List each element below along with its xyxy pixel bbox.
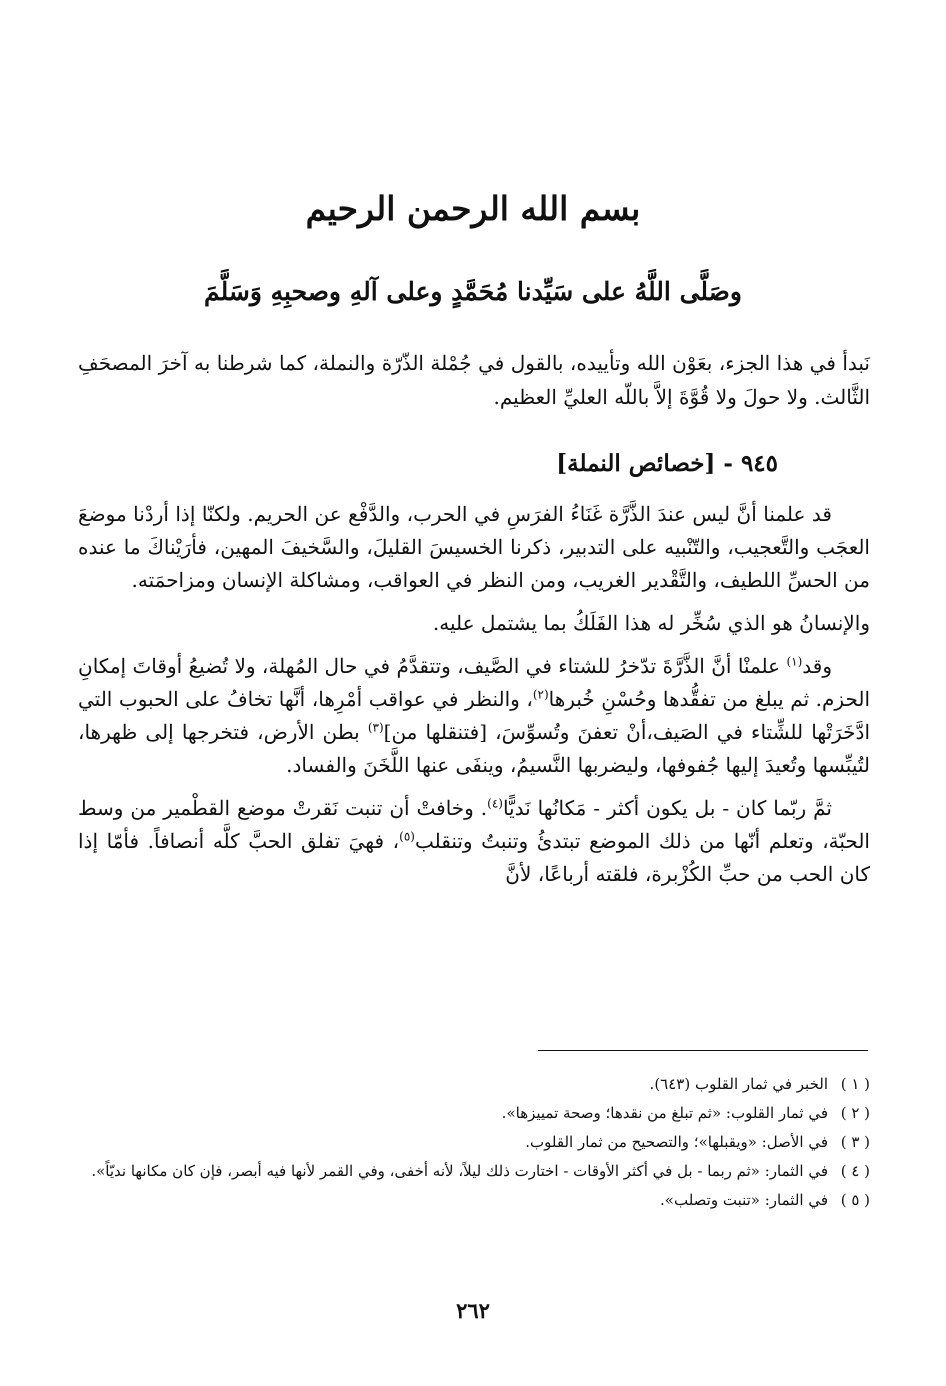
footnote-ref-1[interactable]: (١) bbox=[786, 654, 803, 669]
footnote-1 bbox=[78, 1070, 870, 1099]
paragraph-text: ، والنظر في عواقب أمْرِها، أنَّها تخافُ على الحبوب التي ادَّخَرَتْها للشِّتاء في الصَيف،أنْ تعفنَ وتُسوِّسَ، [فتنقلها من] bbox=[78, 687, 870, 744]
footnote-5 bbox=[78, 1186, 870, 1215]
footnote-ref-3[interactable]: (٣) bbox=[367, 720, 384, 735]
paragraph-text: بطن الأرض، فتخرجها إلى ظهرها، لتُيبِّسها وتُعيدَ إليها جُفوفها، وليضربها النَّسيمُ، وينفَى عنها اللَّخَنَ والفساد. bbox=[78, 720, 870, 777]
footnote-divider bbox=[538, 1050, 868, 1051]
footnote-text: في الثمار: «تنبت وتصلب». bbox=[660, 1191, 828, 1209]
paragraph-1 bbox=[78, 498, 870, 597]
footnote-4 bbox=[78, 1157, 870, 1186]
basmala-heading: بسم الله الرحمن الرحيم bbox=[305, 189, 641, 228]
footnote-number: ( ٥ ) bbox=[840, 1191, 870, 1209]
footnote-number: ( ٤ ) bbox=[840, 1162, 870, 1180]
paragraph-2 bbox=[78, 607, 870, 640]
footnote-number: ( ١ ) bbox=[840, 1075, 870, 1093]
footnote-2 bbox=[78, 1099, 870, 1128]
page-number: ٢٦٢ bbox=[456, 1298, 490, 1323]
footnote-text: الخبر في ثمار القلوب (٦٤٣). bbox=[649, 1075, 828, 1093]
section-separator: - bbox=[715, 450, 741, 477]
footnote-number: ( ٣ ) bbox=[840, 1133, 870, 1151]
footnote-ref-5[interactable]: (٥) bbox=[399, 829, 415, 844]
footnote-number: ( ٢ ) bbox=[840, 1104, 870, 1122]
footnote-text: في الأصل: «ويقبلها»؛ والتصحيح من ثمار القلوب. bbox=[525, 1133, 828, 1151]
paragraph-3 bbox=[78, 650, 870, 782]
section-heading bbox=[556, 446, 778, 482]
footnotes bbox=[78, 1070, 870, 1215]
paragraph-text: ، فهيَ تفلق الحبَّ كلَّه أنصافاً. فأمّا إذا كان الحب من حبِّ الكُزْبرة، فلقته أرباعًا، لأنَّ bbox=[78, 829, 870, 886]
salawat-heading: وصَلَّى اللَّهُ على سَيِّدنا مُحَمَّدٍ وعلى آلهِ وصحبِهِ وَسَلَّمَ bbox=[203, 277, 742, 306]
footnote-3 bbox=[78, 1128, 870, 1157]
footnote-text: في الثمار: «ثم ربما - بل في أكثر الأوقات - اختارت ذلك ليلاً، لأنه أخفى، وفي القمر لأنها فيه أبصر، فإن كان مكانها نديّاً». bbox=[91, 1162, 828, 1180]
paragraph-text: علمنْا أنَّ الذَّرَّةَ تدّخرُ للشتاء في الصَّيف، وتتقدَّمُ في حال المُهلة، ولا تُضيعُ أوقاتَ إمكانِ الحزم. ثم يبلغ من تفقُّدها وحُسْنِ خُبرها bbox=[78, 654, 871, 711]
paragraph-text: والإنسانُ هو الذي سُخِّر له هذا الفَلَكُ بما يشتمل عليه. bbox=[432, 611, 870, 635]
paragraph-4 bbox=[78, 792, 870, 891]
paragraph-text: وقد bbox=[802, 654, 832, 678]
paragraph-text: قد علمنا أنَّ ليس عندَ الذَّرَّة غَنَاءُ الفرَسِ في الحرب، والدَّفْع عن الحريم. ولكنّا إذا أردْنا موضعَ العجَب والتَّعجيب، والتّنْبيه على التدبير، ذكرنا الخسيسَ القليلَ، والسَّخيفَ المهين، فأرَيْناكَ ما عنده من الحسِّ اللطيف، والتَّقْدير الغريب، ومن النظر في العواقب، ومشاكلة الإنسان ومزاحمَته. bbox=[78, 502, 870, 592]
section-title: [خصائص النملة] bbox=[556, 450, 716, 477]
paragraph-text: . وخافتْ أن تنبت نَقرتْ موضع القطْمير من وسط الحبّة، وتعلم أنّها من ذلك الموضع تبتدئُ وتنبتُ وتنقلب bbox=[78, 796, 870, 853]
footnote-ref-2[interactable]: (٢) bbox=[532, 687, 549, 702]
intro-paragraph: نَبدأ في هذا الجزء، بعَوْن الله وتأييده، بالقول في جُمْلة الذّرّة والنملة، كما شرطنا به آخرَ المصحَفِ الثَّالث. ولا حولَ ولا قُوَّةَ إلاَّ باللّه العليِّ العظيم. bbox=[78, 351, 870, 409]
footnote-ref-4[interactable]: (٤) bbox=[487, 796, 503, 811]
footnote-text: في ثمار القلوب: «ثم تبلغ من نقدها؛ وصحة تمييزها». bbox=[501, 1104, 828, 1122]
paragraph-text: ثمَّ ربّما كان - بل يكون أكثر - مَكانُها نَديًّا bbox=[502, 796, 832, 820]
main-text bbox=[78, 498, 870, 901]
section-number: ٩٤٥ bbox=[740, 450, 778, 477]
